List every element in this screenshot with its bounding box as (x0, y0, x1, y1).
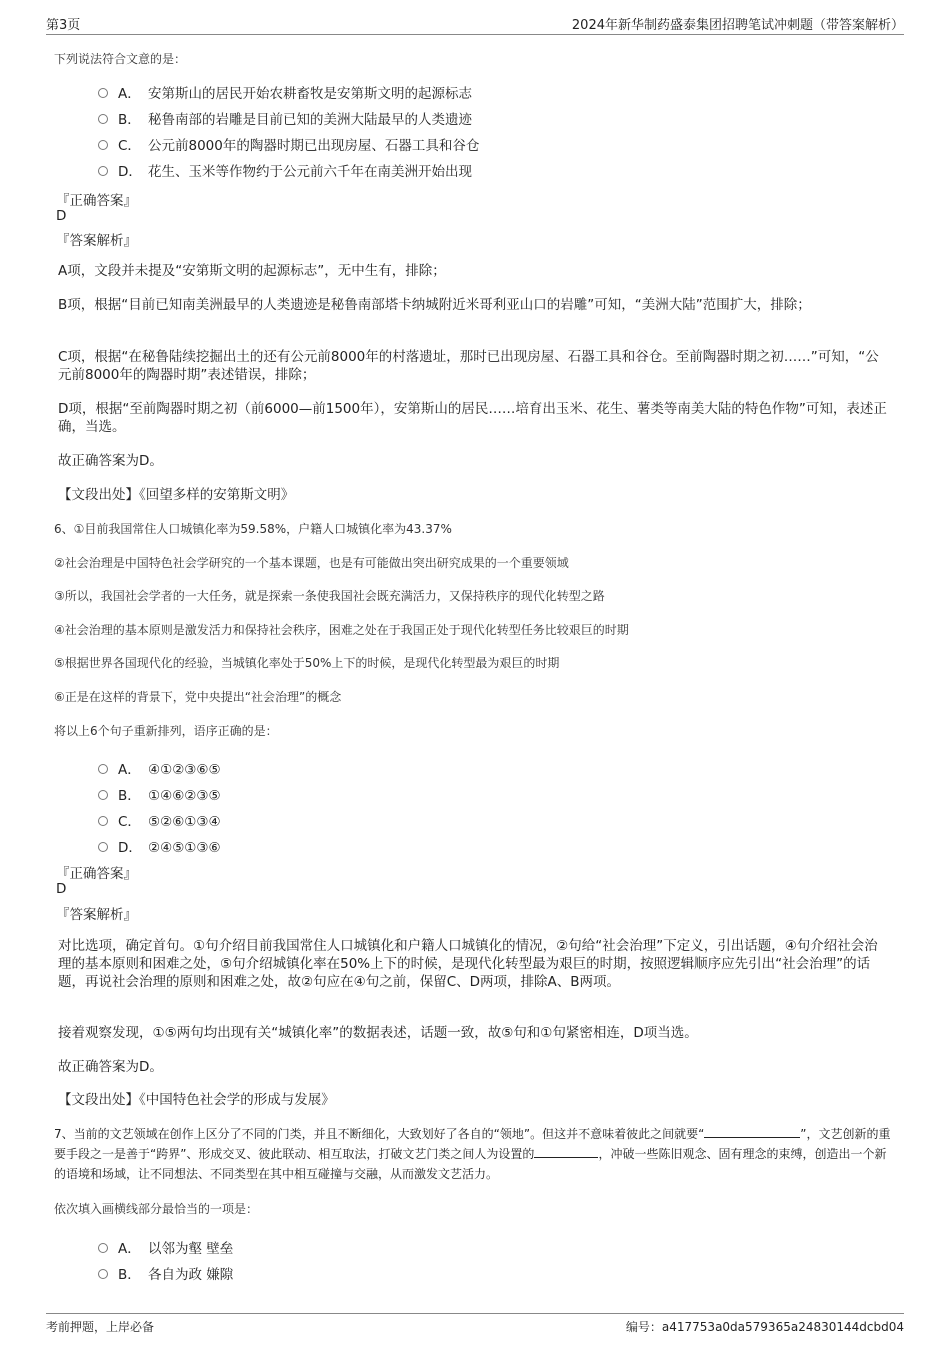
q7-option-b[interactable]: B． 各自为政 嫌隙 (98, 1263, 233, 1283)
radio-icon[interactable] (98, 790, 108, 800)
q6-analysis-label: 『答案解析』 (56, 907, 137, 923)
q5-option-d[interactable]: D． 花生、玉米等作物约于公元前六千年在南美洲开始出现 (98, 160, 472, 180)
q6-sentence-2: ②社会治理是中国特色社会学研究的一个基本课题，也是有可能做出突出研究成果的一个重要领域 (54, 556, 569, 570)
q5-analysis-b: B项，根据“目前已知南美洲最早的人类遗迹是秘鲁南部塔卡纳城附近米哥利亚山口的岩雕”可知，“美洲大陆”范围扩大，排除； (58, 297, 811, 313)
q6-option-b[interactable]: B． ①④⑥②③⑤ (98, 784, 221, 804)
radio-icon[interactable] (98, 88, 108, 98)
radio-icon[interactable] (98, 764, 108, 774)
q6-prompt: 将以上6个句子重新排列，语序正确的是： (54, 724, 278, 738)
q6-option-c[interactable]: C． ⑤②⑥①③④ (98, 810, 221, 830)
q7-option-a[interactable]: A． 以邻为壑 壁垒 (98, 1237, 233, 1257)
page-header (46, 12, 904, 35)
q5-conclusion: 故正确答案为D。 (58, 453, 163, 469)
radio-icon[interactable] (98, 166, 108, 176)
radio-icon[interactable] (98, 816, 108, 826)
footer-slogan: 考前押题，上岸必备 (46, 1320, 155, 1334)
q5-answer: D (56, 208, 67, 224)
q5-option-c[interactable]: C． 公元前8000年的陶器时期已出现房屋、石器工具和谷仓 (98, 134, 479, 154)
q6-option-d[interactable]: D． ②④⑤①③⑥ (98, 836, 221, 856)
q7-blank-2[interactable] (534, 1145, 598, 1158)
q5-option-b[interactable]: B． 秘鲁南部的岩雕是目前已知的美洲大陆最早的人类遗迹 (98, 108, 472, 128)
q6-source: 【文段出处】《中国特色社会学的形成与发展》 (58, 1092, 335, 1108)
q6-option-a[interactable]: A． ④①②③⑥⑤ (98, 758, 221, 778)
q6-sentence-5: ⑤根据世界各国现代化的经验，当城镇化率处于50%上下的时候，是现代化转型最为艰巨的时期 (54, 656, 560, 670)
q6-answer-label: 『正确答案』 (56, 866, 137, 882)
q6-conclusion: 故正确答案为D。 (58, 1059, 163, 1075)
page-footer (46, 1313, 904, 1338)
q6-sentence-6: ⑥正是在这样的背景下，党中央提出“社会治理”的概念 (54, 690, 342, 704)
q5-analysis-a: A项，文段并未提及“安第斯文明的起源标志”，无中生有，排除； (58, 263, 446, 279)
q5-analysis-d: D项，根据“至前陶器时期之初（前6000—前1500年），安第斯山的居民……培育出玉米、花生、薯类等南美大陆的特色作物”可知，表述正确，当选。 (58, 401, 887, 435)
q6-answer: D (56, 881, 67, 897)
radio-icon[interactable] (98, 1269, 108, 1279)
q5-option-a[interactable]: A． 安第斯山的居民开始农耕畜牧是安第斯文明的起源标志 (98, 82, 472, 102)
q6-sentence-4: ④社会治理的基本原则是激发活力和保持社会秩序，困难之处在于我国正处于现代化转型任务比较艰巨的时期 (54, 623, 629, 637)
q5-prompt: 下列说法符合文意的是： (54, 52, 187, 66)
q7-prompt: 依次填入画横线部分最恰当的一项是： (54, 1202, 259, 1216)
radio-icon[interactable] (98, 1243, 108, 1253)
q6-sentence-3: ③所以，我国社会学者的一大任务，就是探索一条使我国社会既充满活力，又保持秩序的现代化转型之路 (54, 589, 605, 603)
q5-analysis-c: C项，根据“在秘鲁陆续挖掘出土的还有公元前8000年的村落遗址，那时已出现房屋、石器工具和谷仓。至前陶器时期之初……”可知，“公元前8000年的陶器时期”表述错误，排除； (58, 349, 879, 383)
q7-blank-1[interactable] (704, 1125, 800, 1138)
q6-sentence-1: 6、①目前我国常住人口城镇化率为59.58%，户籍人口城镇化率为43.37% (54, 522, 452, 536)
q7-stem: 7、当前的文艺领域在创作上区分了不同的门类，并且不断细化，大致划好了各自的“领地”。但这并不意味着彼此之间就要“ ”，文艺创新的重要手段之一是善于“跨界”、形成交叉、彼此联动、相互取法，打破文艺门类之间人为设置的 ，冲破一些陈旧观念、固有理念的束缚，创造出一个新的语境和场域，让不同想法、不同类型在其中相互碰撞与交融，从而激发文艺活力。 (54, 1127, 891, 1181)
radio-icon[interactable] (98, 140, 108, 150)
q5-source: 【文段出处】《回望多样的安第斯文明》 (58, 487, 295, 503)
q6-analysis-1: 对比选项，确定首句。①句介绍目前我国常住人口城镇化和户籍人口城镇化的情况，②句给“社会治理”下定义，引出话题，④句介绍社会治理的基本原则和困难之处，⑤句介绍城镇化率在50%上下的时候，是现代化转型最为艰巨的时期，按照逻辑顺序应先引出“社会治理”的话题，再说社会治理的原则和困难之处，故②句应在④句之前，保留C、D两项，排除A、B两项。 (58, 938, 878, 990)
q5-analysis-label: 『答案解析』 (56, 233, 137, 249)
q6-analysis-2: 接着观察发现，①⑤两句均出现有关“城镇化率”的数据表述，话题一致，故⑤句和①句紧密相连，D项当选。 (58, 1025, 698, 1041)
radio-icon[interactable] (98, 842, 108, 852)
document-id: 编号：a417753a0da579365a24830144dcbd04 (625, 1320, 904, 1334)
radio-icon[interactable] (98, 114, 108, 124)
document-title: 2024年新华制药盛泰集团招聘笔试冲刺题（带答案解析） (571, 18, 904, 33)
page-number: 第3页 (46, 18, 81, 33)
q5-answer-label: 『正确答案』 (56, 193, 137, 209)
